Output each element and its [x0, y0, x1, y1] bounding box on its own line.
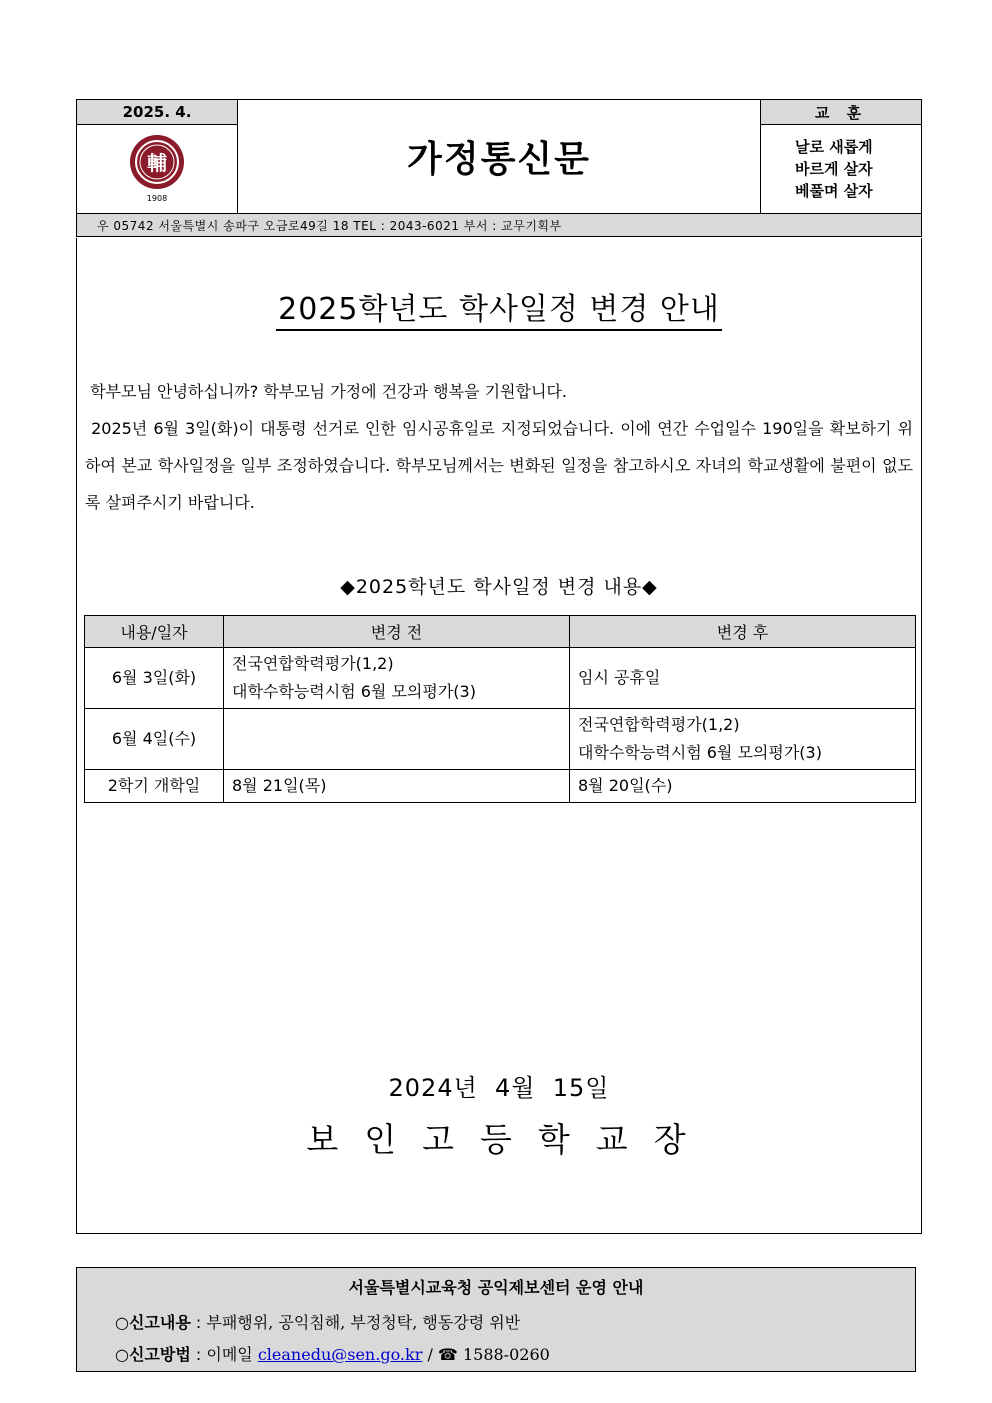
table-row — [85, 770, 916, 803]
row-before — [224, 709, 570, 770]
phone-icon: ☎ — [437, 1345, 458, 1364]
row-before: 8월 21일(목) — [224, 770, 570, 803]
notice-text — [85, 373, 913, 521]
motto-line: 날로 새롭게 — [795, 138, 873, 156]
signature-school: 보인고등학교장 — [306, 1120, 712, 1159]
address-line: 우 05742 서울특별시 송파구 오금로49길 18 TEL : 2043-6021 부서 : 교무기획부 — [77, 214, 922, 237]
notice-title: 2025학년도 학사일정 변경 안내 — [276, 292, 722, 331]
table-row — [85, 648, 916, 709]
header-table — [76, 99, 922, 237]
schedule-table — [84, 615, 916, 803]
motto-line: 베풀며 살자 — [795, 182, 873, 200]
row-after: 전국연합학력평가(1,2) 대학수학능력시험 6월 모의평가(3) — [570, 709, 916, 770]
school-logo-cell — [77, 125, 238, 214]
table-row — [85, 709, 916, 770]
phone-number: 1588-0260 — [462, 1345, 550, 1364]
report-method-label: ○신고방법 — [115, 1345, 191, 1364]
col-header-before: 변경 전 — [224, 616, 570, 648]
row-date: 6월 4일(수) — [85, 709, 224, 770]
logo-year: 1908 — [146, 194, 168, 203]
document-title: 가정통신문 — [238, 100, 761, 214]
col-header-after: 변경 후 — [570, 616, 916, 648]
row-before: 전국연합학력평가(1,2) 대학수학능력시험 6월 모의평가(3) — [224, 648, 570, 709]
issue-date: 2025. 4. — [77, 100, 238, 125]
email-prefix: 이메일 — [206, 1345, 253, 1364]
body-paragraph: 2025년 6월 3일(화)이 대통령 선거로 인한 임시공휴일로 지정되었습니다. 이에 연간 수업일수 190일을 확보하기 위하여 본교 학사일정을 일부 조정하였습니다. 학부모님께서는 변화된 일정을 참고하시오 자녀의 학교생활에 불편이 없도록 살펴주시기 바랍니다. — [85, 419, 913, 512]
whistleblower-notice — [76, 1267, 916, 1372]
report-content-row: ○신고내용 : 부패행위, 공익침해, 부정청탁, 행동강령 위반 — [115, 1313, 521, 1332]
footer-title: 서울특별시교육청 공익제보센터 운영 안내 — [348, 1278, 644, 1297]
row-date: 6월 3일(화) — [85, 648, 224, 709]
logo-character: 輔 — [147, 151, 167, 175]
report-content-value: 부패행위, 공익침해, 부정청탁, 행동강령 위반 — [206, 1313, 521, 1332]
report-method-row: ○신고방법 : 이메일 cleanedu@sen.go.kr / ☎ 1588-0260 — [115, 1345, 550, 1364]
schedule-title: ◆2025학년도 학사일정 변경 내용◆ — [340, 576, 658, 598]
row-after: 임시 공휴일 — [570, 648, 916, 709]
motto-list — [761, 125, 922, 214]
notice-body — [76, 238, 922, 1234]
motto-line: 바르게 살자 — [795, 160, 873, 178]
school-logo-icon — [125, 130, 189, 204]
email-link[interactable]: cleanedu@sen.go.kr — [257, 1345, 423, 1364]
col-header-date: 내용/일자 — [85, 616, 224, 648]
motto-title: 교 훈 — [761, 100, 922, 125]
separator: / — [427, 1345, 433, 1364]
signature-date: 2024년 4월 15일 — [388, 1074, 610, 1102]
notice-title-wrap — [77, 284, 921, 328]
row-date: 2학기 개학일 — [85, 770, 224, 803]
report-content-label: ○신고내용 — [115, 1313, 191, 1332]
greeting-paragraph: 학부모님 안녕하십니까? 학부모님 가정에 건강과 행복을 기원합니다. — [90, 382, 567, 401]
row-after: 8월 20일(수) — [570, 770, 916, 803]
